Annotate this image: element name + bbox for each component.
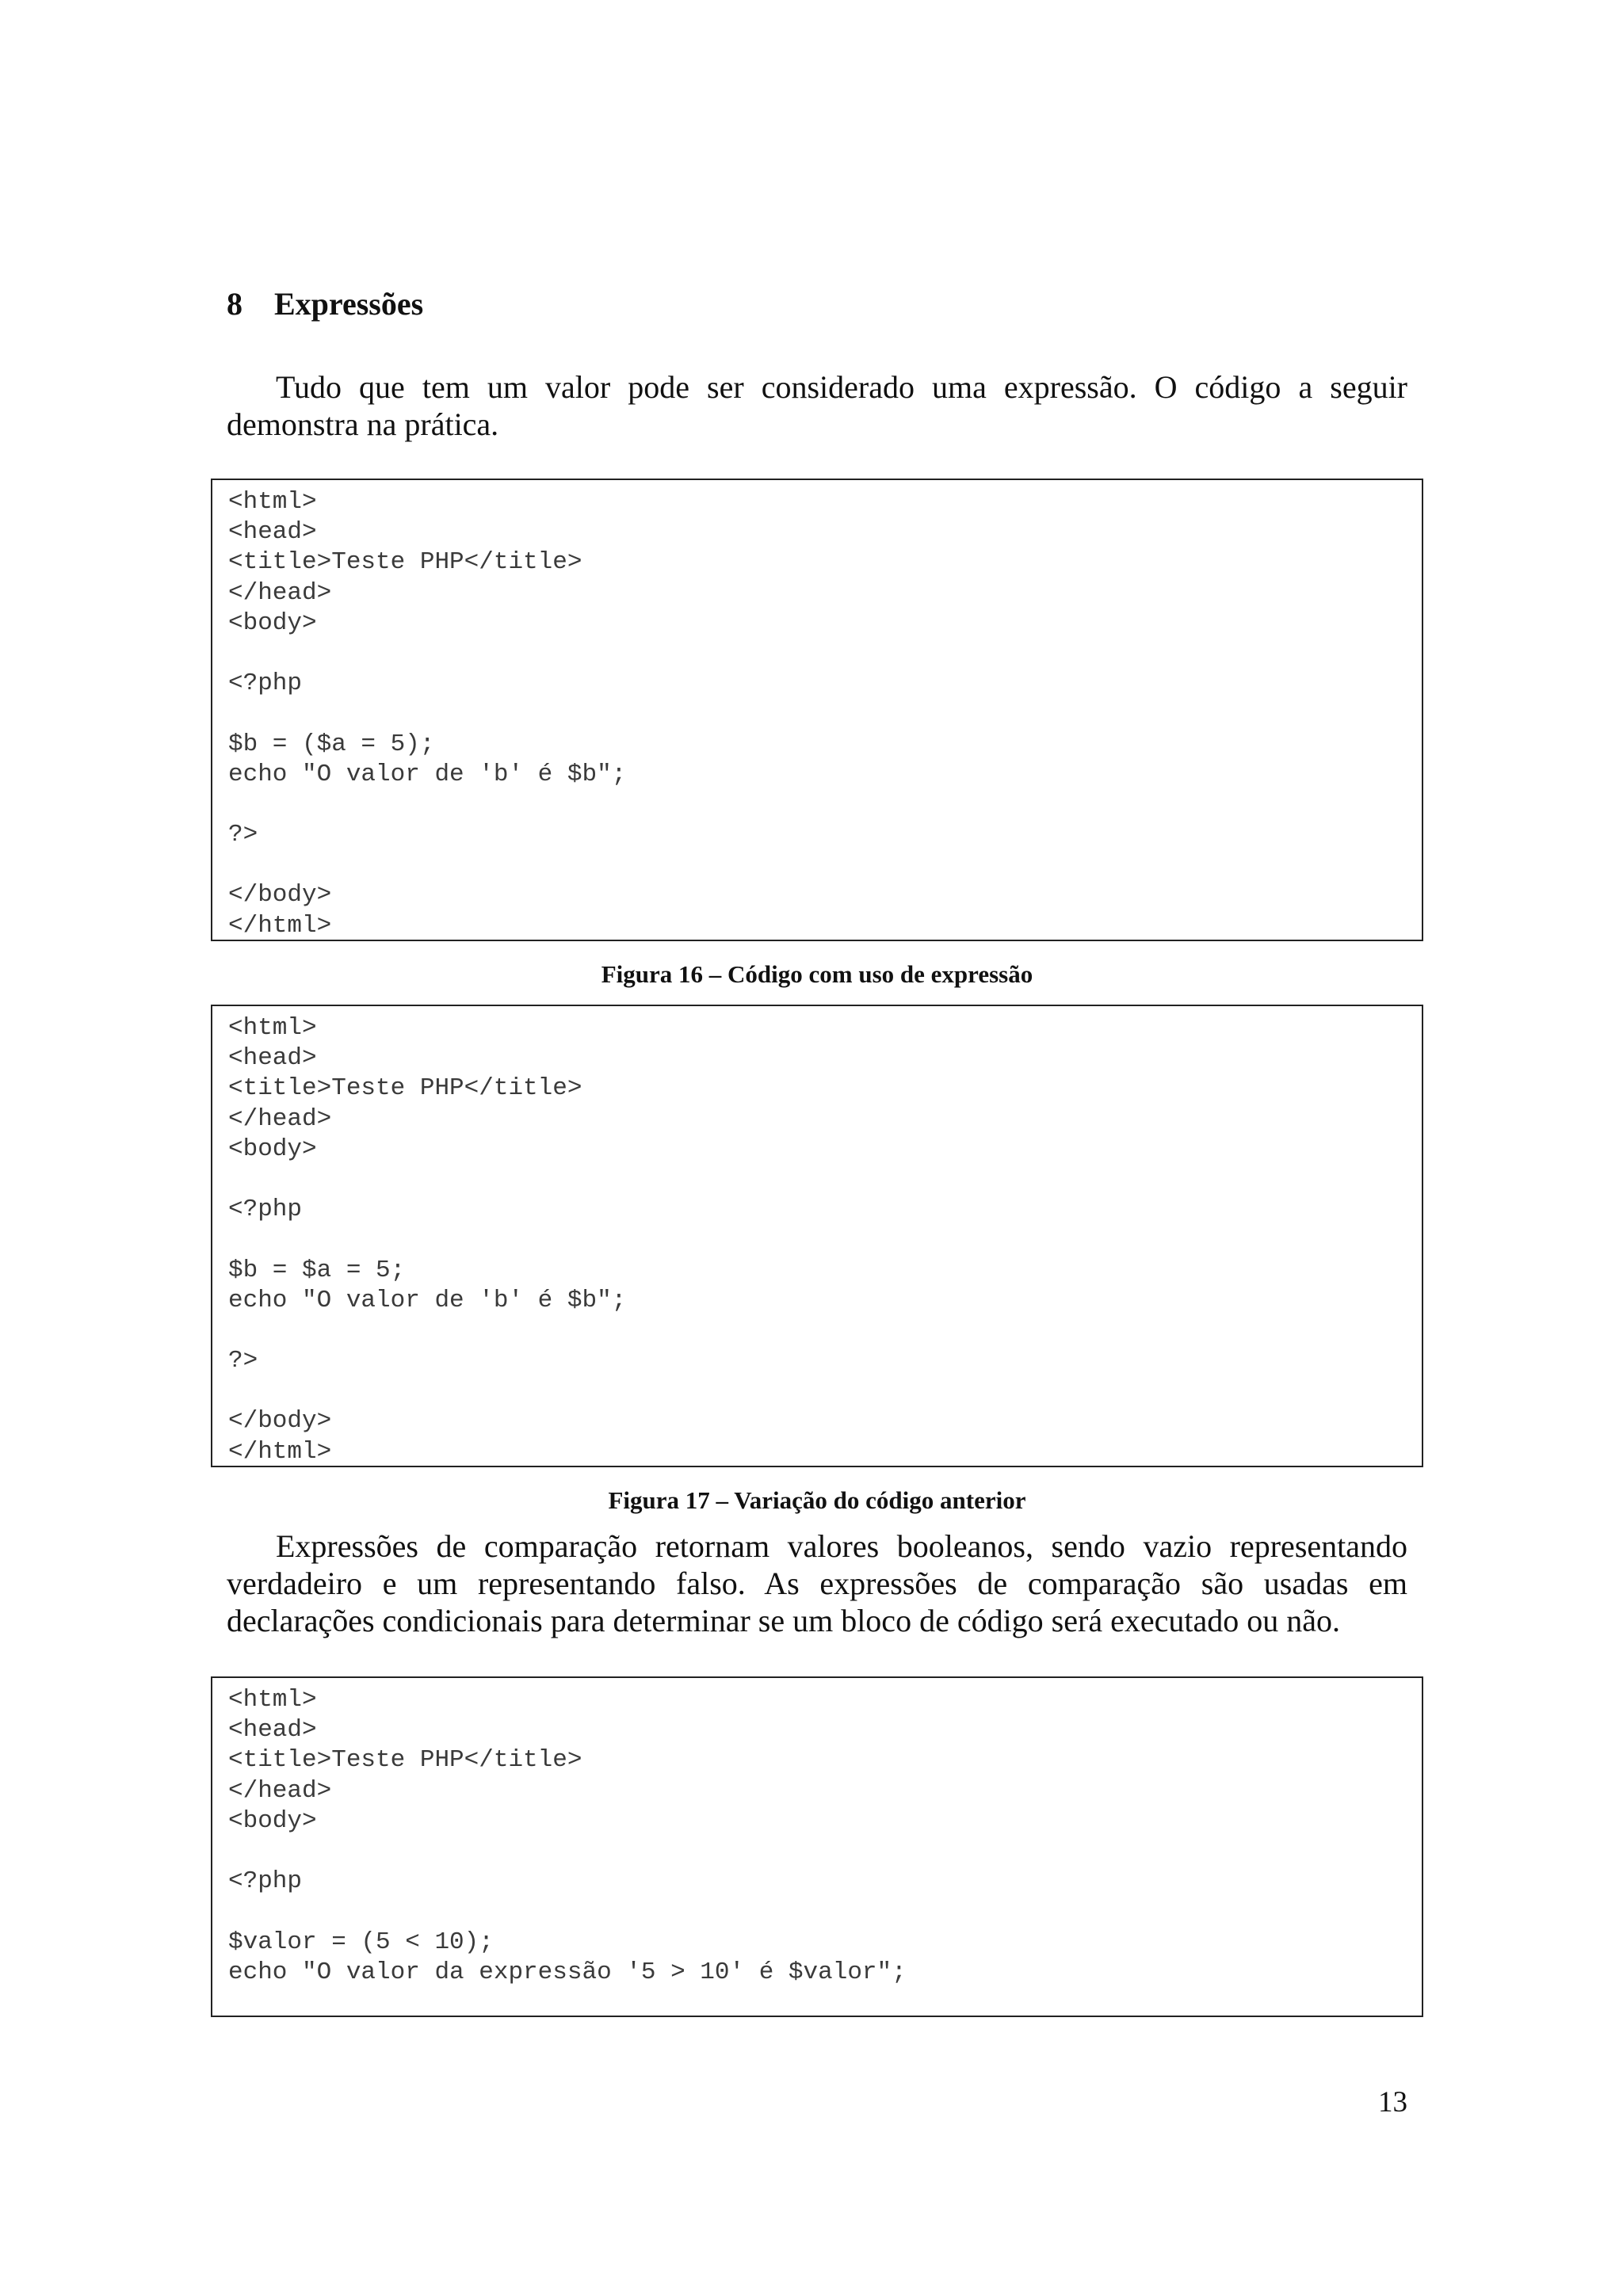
code-line: </body> xyxy=(228,1407,332,1436)
section-title: Expressões xyxy=(274,286,424,322)
intro-paragraph xyxy=(227,368,1407,443)
code-line: ?> xyxy=(228,821,258,849)
code-line: <title>Teste PHP</title> xyxy=(228,548,582,577)
code-line: </html> xyxy=(228,1437,332,1466)
code-line: <head> xyxy=(228,518,317,547)
code-line: $b = ($a = 5); xyxy=(228,730,435,758)
figure-17-caption: Figura 17 – Variação do código anterior xyxy=(608,1486,1026,1514)
code-block-figure-16 xyxy=(211,479,1423,941)
code-line xyxy=(228,1316,626,1346)
code-line: <?php xyxy=(228,1867,303,1896)
code-line: <?php xyxy=(228,1196,303,1224)
code-line xyxy=(228,699,626,729)
code-line: <title>Teste PHP</title> xyxy=(228,1074,582,1103)
code-line xyxy=(228,1165,626,1195)
code-line: </body> xyxy=(228,881,332,910)
code-line: <body> xyxy=(228,1135,317,1163)
code-line: echo "O valor da expressão '5 > 10' é $valor"; xyxy=(228,1958,907,1986)
figure-16-caption: Figura 16 – Código com uso de expressão xyxy=(601,960,1033,988)
code-line xyxy=(228,1836,907,1867)
code-lines xyxy=(228,1685,907,1988)
code-line: </head> xyxy=(228,1104,332,1133)
code-line: <head> xyxy=(228,1716,317,1745)
code-line xyxy=(228,1897,907,1927)
code-line: <html> xyxy=(228,1014,317,1042)
code-line: </head> xyxy=(228,1776,332,1805)
code-line: <html> xyxy=(228,1686,317,1714)
code-line: $b = $a = 5; xyxy=(228,1256,406,1284)
code-block-figure-17 xyxy=(211,1005,1423,1467)
code-line: echo "O valor de 'b' é $b"; xyxy=(228,760,627,788)
code-line xyxy=(228,790,626,820)
code-line: <title>Teste PHP</title> xyxy=(228,1746,582,1775)
code-line: echo "O valor de 'b' é $b"; xyxy=(228,1286,627,1314)
code-line: ?> xyxy=(228,1347,258,1375)
code-line xyxy=(228,1376,626,1406)
code-line: </html> xyxy=(228,911,332,940)
comparison-paragraph xyxy=(227,1527,1407,1639)
code-line: </head> xyxy=(228,578,332,607)
code-line: $valor = (5 < 10); xyxy=(228,1928,494,1956)
section-number: 8 xyxy=(227,286,242,322)
comparison-paragraph-text: Expressões de comparação retornam valores booleanos, sendo vazio representando verdadeiro e um representando falso. As expressões de comparação são usadas em declarações condicionais para determinar se um bloco de código será executado ou não. xyxy=(227,1528,1407,1638)
code-line xyxy=(228,639,626,669)
code-line xyxy=(228,850,626,880)
code-lines xyxy=(228,487,626,941)
section-heading xyxy=(227,285,423,322)
intro-paragraph-text: Tudo que tem um valor pode ser considerado uma expressão. O código a seguir demonstra na prática. xyxy=(227,369,1407,442)
code-line xyxy=(228,1225,626,1255)
code-line: <?php xyxy=(228,669,303,698)
code-line: <head> xyxy=(228,1044,317,1073)
code-block-comparison xyxy=(211,1676,1423,2017)
page-number: 13 xyxy=(1378,2086,1407,2119)
code-line: <html> xyxy=(228,488,317,516)
code-line: <body> xyxy=(228,608,317,637)
code-lines xyxy=(228,1013,626,1467)
code-line: <body> xyxy=(228,1806,317,1835)
